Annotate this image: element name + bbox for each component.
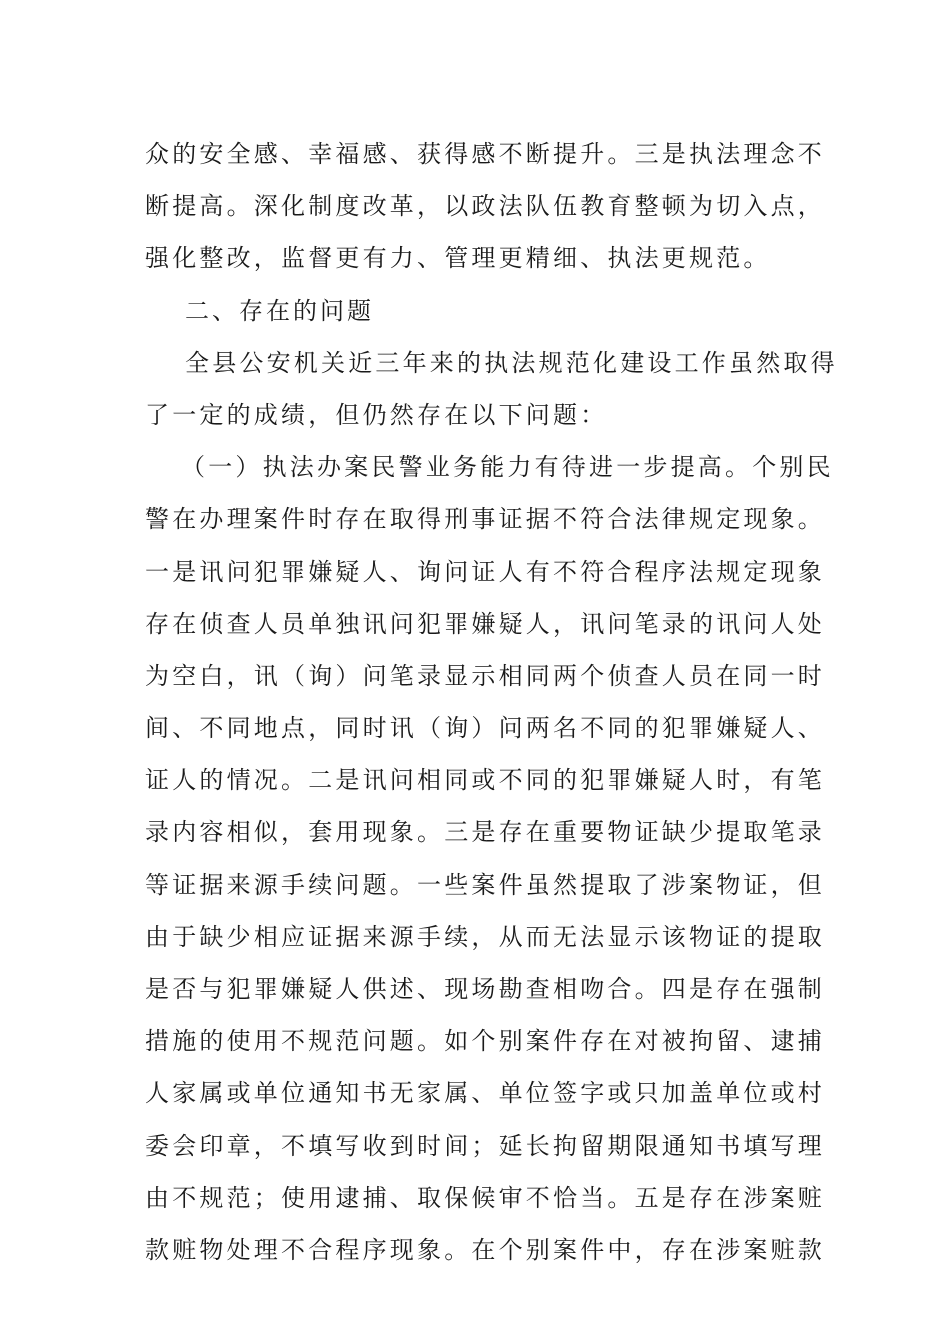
- text-line: 了一定的成绩，但仍然存在以下问题：: [145, 400, 608, 429]
- text-line: 人家属或单位通知书无家属、单位签字或只加盖单位或村: [145, 1079, 825, 1108]
- subsection-first-line: （一）执法办案民警业务能力有待进一步提高。个别民: [181, 453, 834, 482]
- text-line: 款赃物处理不合程序现象。在个别案件中，存在涉案赃款: [145, 1235, 825, 1264]
- text-line: 证人的情况。二是讯问相同或不同的犯罪嫌疑人时，有笔: [145, 766, 825, 795]
- text-line: 措施的使用不规范问题。如个别案件存在对被拘留、逮捕: [145, 1027, 825, 1056]
- text-line: 是否与犯罪嫌疑人供述、现场勘查相吻合。四是存在强制: [145, 975, 825, 1003]
- text-line: 一是讯问犯罪嫌疑人、询问证人有不符合程序法规定现象: [145, 557, 825, 586]
- section-heading: 二、存在的问题: [185, 296, 374, 325]
- text-line: 众的安全感、幸福感、获得感不断提升。三是执法理念不: [145, 140, 825, 168]
- text-line: 断提高。深化制度改革，以政法队伍教育整顿为切入点，: [145, 192, 825, 221]
- text-line: 由不规范；使用逮捕、取保候审不恰当。五是存在涉案赃: [145, 1183, 825, 1212]
- text-line: 委会印章，不填写收到时间；延长拘留期限通知书填写理: [145, 1131, 825, 1160]
- text-line: 警在办理案件时存在取得刑事证据不符合法律规定现象。: [145, 505, 825, 534]
- text-line: 强化整改，监督更有力、管理更精细、执法更规范。: [145, 244, 771, 273]
- paragraph-first-line: 全县公安机关近三年来的执法规范化建设工作虽然取得: [185, 348, 838, 377]
- text-line: 由于缺少相应证据来源手续，从而无法显示该物证的提取: [145, 922, 825, 951]
- document-body: [145, 128, 838, 1276]
- text-line: 为空白，讯（询）问笔录显示相同两个侦查人员在同一时: [145, 661, 825, 690]
- text-line: 等证据来源手续问题。一些案件虽然提取了涉案物证，但: [145, 870, 825, 899]
- text-line: 录内容相似，套用现象。三是存在重要物证缺少提取笔录: [145, 818, 825, 847]
- text-line: 存在侦查人员单独讯问犯罪嫌疑人，讯问笔录的讯问人处: [145, 609, 825, 638]
- text-line: 间、不同地点，同时讯（询）问两名不同的犯罪嫌疑人、: [145, 714, 825, 743]
